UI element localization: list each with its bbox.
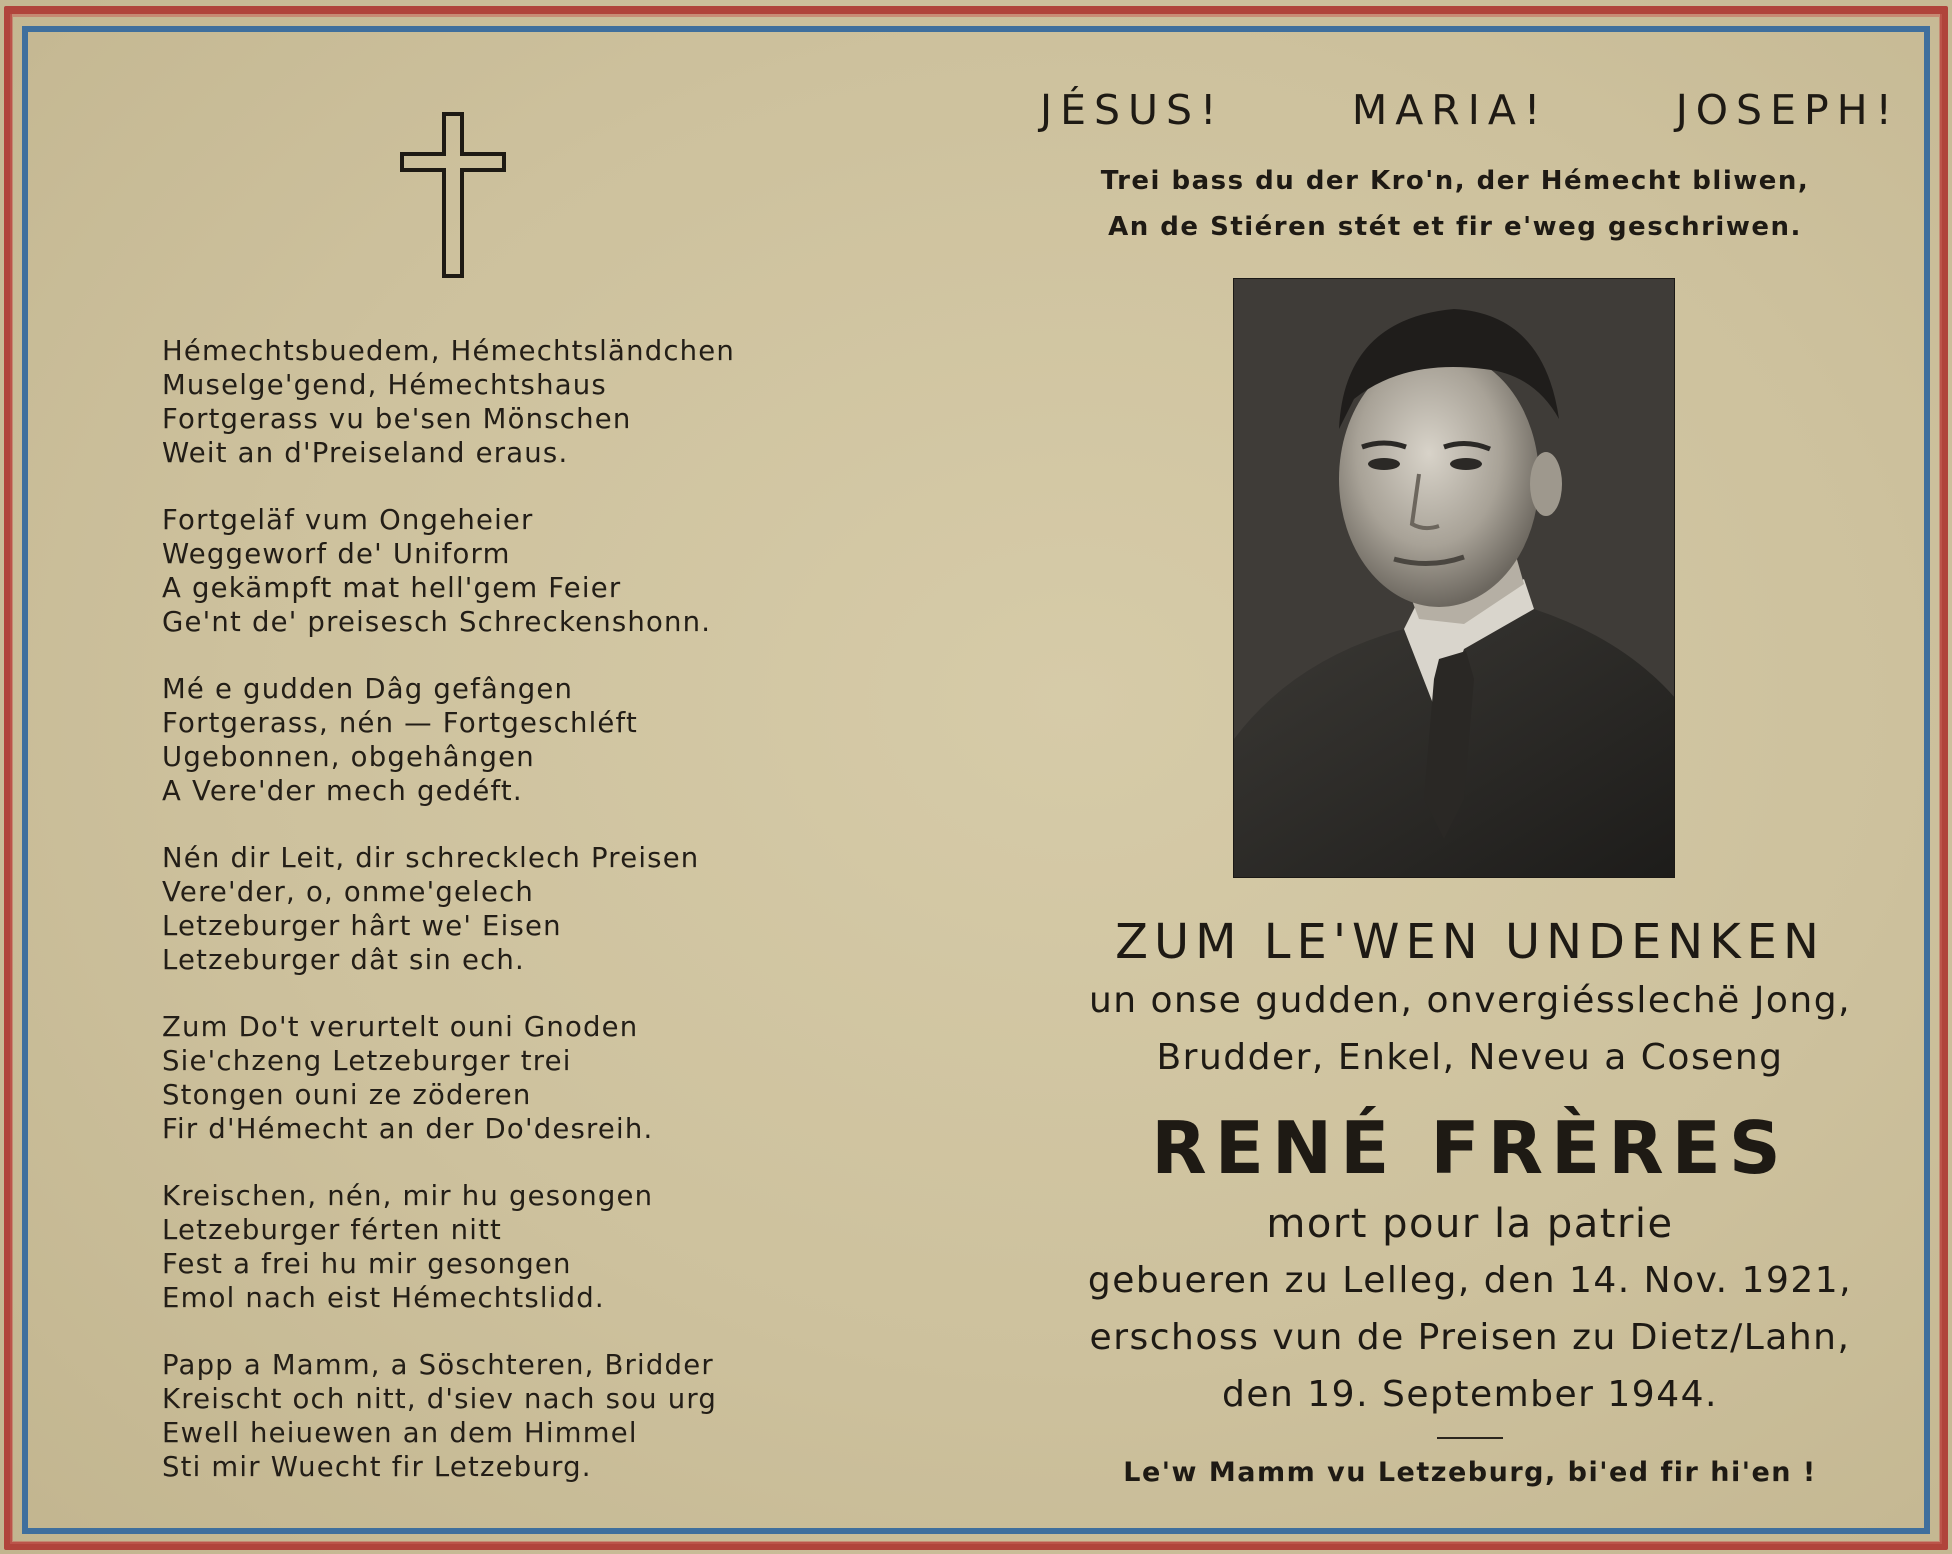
- poem-stanza: [162, 672, 802, 808]
- poem-line: Weggeworf de' Uniform: [162, 538, 511, 570]
- poem-stanza: [162, 1348, 802, 1484]
- deceased-name: RENÉ FRÈRES: [1151, 1106, 1789, 1190]
- poem-stanza: [162, 841, 802, 977]
- poem-line: Ge'nt de' preisesch Schreckenshonn.: [162, 606, 712, 638]
- portrait-photo: [1233, 278, 1675, 878]
- poem-line: Weit an d'Preiseland eraus.: [162, 437, 569, 469]
- memorial-title: ZUM LE'WEN UNDENKEN: [1115, 914, 1825, 970]
- header-maria: MARIA!: [1351, 86, 1549, 134]
- header-jesus: JÉSUS!: [1040, 86, 1225, 134]
- poem-line: A Vere'der mech gedéft.: [162, 775, 523, 807]
- poem-line: Hémechtsbuedem, Hémechtsländchen: [162, 335, 736, 367]
- poem-line: Nén dir Leit, dir schrecklech Preisen: [162, 842, 700, 874]
- poem-stanza: [162, 334, 802, 470]
- poem-line: Papp a Mamm, a Söschteren, Bridder: [162, 1349, 714, 1381]
- poem-line: Fest a frei hu mir gesongen: [162, 1248, 572, 1280]
- closing-prayer: Le'w Mamm vu Letzeburg, bi'ed fir hi'en !: [1123, 1457, 1817, 1488]
- divider: [1437, 1437, 1503, 1439]
- poem-line: Fir d'Hémecht an der Do'desreih.: [162, 1113, 654, 1145]
- poem-line: Stongen ouni ze zöderen: [162, 1079, 532, 1111]
- poem-line: Ugebonnen, obgehângen: [162, 741, 535, 773]
- subtitle-line: Brudder, Enkel, Neveu a Coseng: [1156, 1037, 1784, 1078]
- poem-line: Sie'chzeng Letzeburger trei: [162, 1045, 572, 1077]
- poem-line: Vere'der, o, onme'gelech: [162, 876, 535, 908]
- mort-pour-la-patrie: mort pour la patrie: [1266, 1201, 1674, 1247]
- date-line: erschoss vun de Preisen zu Dietz/Lahn,: [1089, 1317, 1851, 1358]
- poem-stanza: [162, 503, 802, 639]
- date-line: den 19. September 1944.: [1222, 1374, 1718, 1415]
- poem-line: Letzeburger hârt we' Eisen: [162, 910, 562, 942]
- header-names: [1040, 86, 1900, 134]
- header-joseph: JOSEPH!: [1675, 86, 1900, 134]
- poem-line: Letzeburger dât sin ech.: [162, 944, 526, 976]
- poem-line: Mé e gudden Dâg gefângen: [162, 673, 574, 705]
- subtitle-line: un onse gudden, onvergiésslechë Jong,: [1088, 980, 1852, 1021]
- poem-stanza: [162, 1179, 802, 1315]
- poem-line: Kreischt och nitt, d'siev nach sou urg: [162, 1383, 718, 1415]
- poem-line: Emol nach eist Hémechtslidd.: [162, 1282, 605, 1314]
- poem-line: Ewell heiuewen an dem Himmel: [162, 1417, 638, 1449]
- date-line: gebueren zu Lelleg, den 14. Nov. 1921,: [1087, 1260, 1853, 1301]
- poem-line: Fortgerass, nén — Fortgeschléft: [162, 707, 638, 739]
- memorial-text: [1020, 912, 1920, 1488]
- poem-line: Muselge'gend, Hémechtshaus: [162, 369, 607, 401]
- poem-line: Fortgerass vu be'sen Mönschen: [162, 403, 632, 435]
- poem-line: Kreischen, nén, mir hu gesongen: [162, 1180, 654, 1212]
- verse-line: Trei bass du der Kro'n, der Hémecht bliwen,: [1100, 166, 1810, 196]
- poem-line: A gekämpft mat hell'gem Feier: [162, 572, 622, 604]
- poem-line: Zum Do't verurtelt ouni Gnoden: [162, 1011, 639, 1043]
- poem-line: Letzeburger férten nitt: [162, 1214, 503, 1246]
- poem-stanza: [162, 1010, 802, 1146]
- poem: [162, 334, 802, 1517]
- verse-line: An de Stiéren stét et fir e'weg geschriwen.: [1108, 212, 1802, 242]
- poem-line: Fortgeläf vum Ongeheier: [162, 504, 534, 536]
- cross-icon: [400, 112, 506, 278]
- header-verse: [1000, 158, 1910, 250]
- poem-line: Sti mir Wuecht fir Letzeburg.: [162, 1451, 592, 1483]
